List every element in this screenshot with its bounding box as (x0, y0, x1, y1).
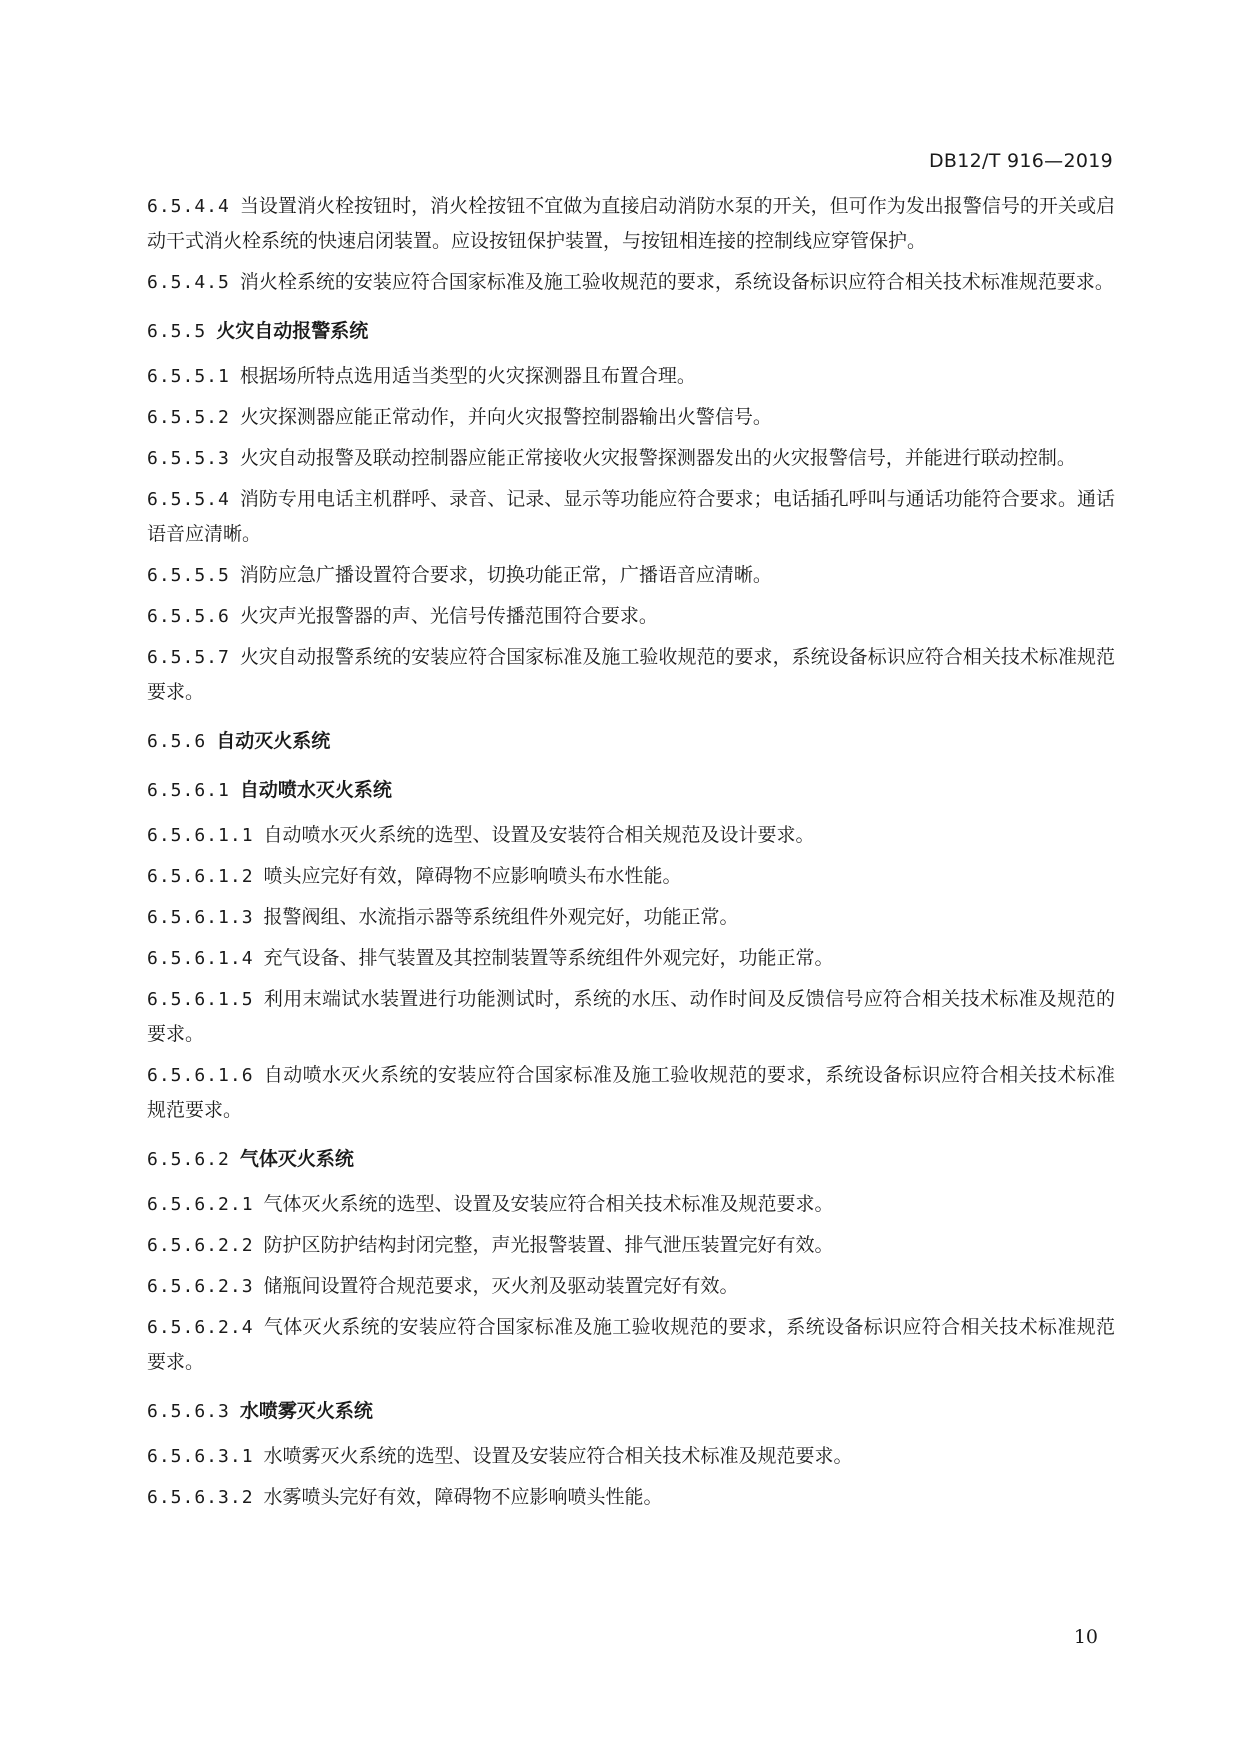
clause-6-5-6-3-1 (147, 1439, 1115, 1474)
clause-text: 喷头应完好有效，障碍物不应影响喷头布水性能。 (263, 865, 682, 887)
clause-text: 当设置消火栓按钮时，消火栓按钮不宜做为直接启动消防水泵的开关，但可作为发出报警信号的开关或启动干式消火栓系统的快速启闭装置。应设按钮保护装置，与按钮相连接的控制线应穿管保护。 (147, 195, 1115, 252)
clause-number: 6.5.5.2 (147, 407, 230, 428)
heading-text: 自动灭火系统 (216, 730, 331, 752)
heading-6-5-6-2 (147, 1142, 1115, 1177)
clause-text: 根据场所特点选用适当类型的火灾探测器且布置合理。 (239, 365, 696, 387)
clause-number: 6.5.5.3 (147, 448, 230, 469)
clause-number: 6.5.6.2.1 (147, 1194, 254, 1215)
heading-number: 6.5.6 (147, 731, 207, 752)
clause-number: 6.5.6.2.4 (147, 1317, 254, 1338)
clause-6-5-6-1-3 (147, 900, 1115, 935)
heading-6-5-6 (147, 724, 1115, 759)
clause-number: 6.5.4.5 (147, 272, 230, 293)
heading-text: 自动喷水灭火系统 (239, 779, 392, 801)
clause-6-5-5-4 (147, 482, 1115, 552)
clause-text: 消防应急广播设置符合要求，切换功能正常，广播语音应清晰。 (239, 564, 772, 586)
clause-text: 消火栓系统的安装应符合国家标准及施工验收规范的要求，系统设备标识应符合相关技术标准规范要求。 (239, 271, 1114, 293)
clause-number: 6.5.6.2.3 (147, 1276, 254, 1297)
clause-text: 消防专用电话主机群呼、录音、记录、显示等功能应符合要求；电话插孔呼叫与通话功能符合要求。通话语音应清晰。 (147, 488, 1115, 545)
clause-number: 6.5.6.3.1 (147, 1446, 254, 1467)
clause-number: 6.5.5.5 (147, 565, 230, 586)
clause-text: 自动喷水灭火系统的选型、设置及安装符合相关规范及设计要求。 (263, 824, 815, 846)
clause-6-5-4-4 (147, 189, 1115, 259)
clause-6-5-5-3 (147, 441, 1115, 476)
clause-text: 气体灭火系统的安装应符合国家标准及施工验收规范的要求，系统设备标识应符合相关技术标准规范要求。 (147, 1316, 1115, 1373)
clause-6-5-6-1-2 (147, 859, 1115, 894)
clause-6-5-6-1-4 (147, 941, 1115, 976)
clause-text: 气体灭火系统的选型、设置及安装应符合相关技术标准及规范要求。 (263, 1193, 834, 1215)
clause-6-5-5-2 (147, 400, 1115, 435)
clause-6-5-5-5 (147, 558, 1115, 593)
clause-6-5-6-2-1 (147, 1187, 1115, 1222)
clause-number: 6.5.6.1.4 (147, 948, 254, 969)
page-number: 10 (1073, 1626, 1098, 1648)
clause-text: 利用末端试水装置进行功能测试时，系统的水压、动作时间及反馈信号应符合相关技术标准及规范的要求。 (147, 988, 1115, 1045)
clause-6-5-5-6 (147, 599, 1115, 634)
clause-number: 6.5.6.2.2 (147, 1235, 254, 1256)
clause-number: 6.5.6.1.1 (147, 825, 254, 846)
clause-number: 6.5.5.1 (147, 366, 230, 387)
clause-text: 防护区防护结构封闭完整，声光报警装置、排气泄压装置完好有效。 (263, 1234, 834, 1256)
clause-text: 火灾探测器应能正常动作，并向火灾报警控制器输出火警信号。 (239, 406, 772, 428)
clause-number: 6.5.6.3.2 (147, 1487, 254, 1508)
clause-6-5-6-2-4 (147, 1310, 1115, 1380)
clause-6-5-6-2-2 (147, 1228, 1115, 1263)
heading-number: 6.5.5 (147, 321, 207, 342)
clause-6-5-6-1-6 (147, 1058, 1115, 1128)
clause-6-5-4-5 (147, 265, 1115, 300)
clause-number: 6.5.6.1.3 (147, 907, 254, 928)
clause-text: 水雾喷头完好有效，障碍物不应影响喷头性能。 (263, 1486, 663, 1508)
clause-text: 储瓶间设置符合规范要求，灭火剂及驱动装置完好有效。 (263, 1275, 739, 1297)
clause-text: 火灾自动报警系统的安装应符合国家标准及施工验收规范的要求，系统设备标识应符合相关技术标准规范要求。 (147, 646, 1115, 703)
clause-text: 充气设备、排气装置及其控制装置等系统组件外观完好，功能正常。 (263, 947, 834, 969)
clause-text: 火灾自动报警及联动控制器应能正常接收火灾报警探测器发出的火灾报警信号，并能进行联动控制。 (239, 447, 1076, 469)
clause-6-5-5-1 (147, 359, 1115, 394)
clause-6-5-6-1-5 (147, 982, 1115, 1052)
heading-6-5-6-3 (147, 1394, 1115, 1429)
heading-text: 气体灭火系统 (239, 1148, 354, 1170)
heading-number: 6.5.6.3 (147, 1401, 230, 1422)
heading-6-5-6-1 (147, 773, 1115, 808)
clause-number: 6.5.6.1.6 (147, 1065, 254, 1086)
clause-text: 水喷雾灭火系统的选型、设置及安装应符合相关技术标准及规范要求。 (263, 1445, 853, 1467)
clause-number: 6.5.5.6 (147, 606, 230, 627)
clause-number: 6.5.4.4 (147, 196, 230, 217)
clause-number: 6.5.6.1.5 (147, 989, 254, 1010)
heading-6-5-5 (147, 314, 1115, 349)
document-body (147, 189, 1115, 1521)
clause-text: 自动喷水灭火系统的安装应符合国家标准及施工验收规范的要求，系统设备标识应符合相关技术标准规范要求。 (147, 1064, 1115, 1121)
heading-number: 6.5.6.2 (147, 1149, 230, 1170)
standard-code: DB12/T 916—2019 (928, 150, 1113, 172)
heading-text: 水喷雾灭火系统 (239, 1400, 373, 1422)
clause-text: 火灾声光报警器的声、光信号传播范围符合要求。 (239, 605, 658, 627)
clause-text: 报警阀组、水流指示器等系统组件外观完好，功能正常。 (263, 906, 739, 928)
clause-6-5-6-1-1 (147, 818, 1115, 853)
clause-number: 6.5.5.7 (147, 647, 230, 668)
clause-number: 6.5.6.1.2 (147, 866, 254, 887)
clause-6-5-5-7 (147, 640, 1115, 710)
clause-6-5-6-2-3 (147, 1269, 1115, 1304)
heading-number: 6.5.6.1 (147, 780, 230, 801)
clause-number: 6.5.5.4 (147, 489, 230, 510)
heading-text: 火灾自动报警系统 (216, 320, 369, 342)
clause-6-5-6-3-2 (147, 1480, 1115, 1515)
